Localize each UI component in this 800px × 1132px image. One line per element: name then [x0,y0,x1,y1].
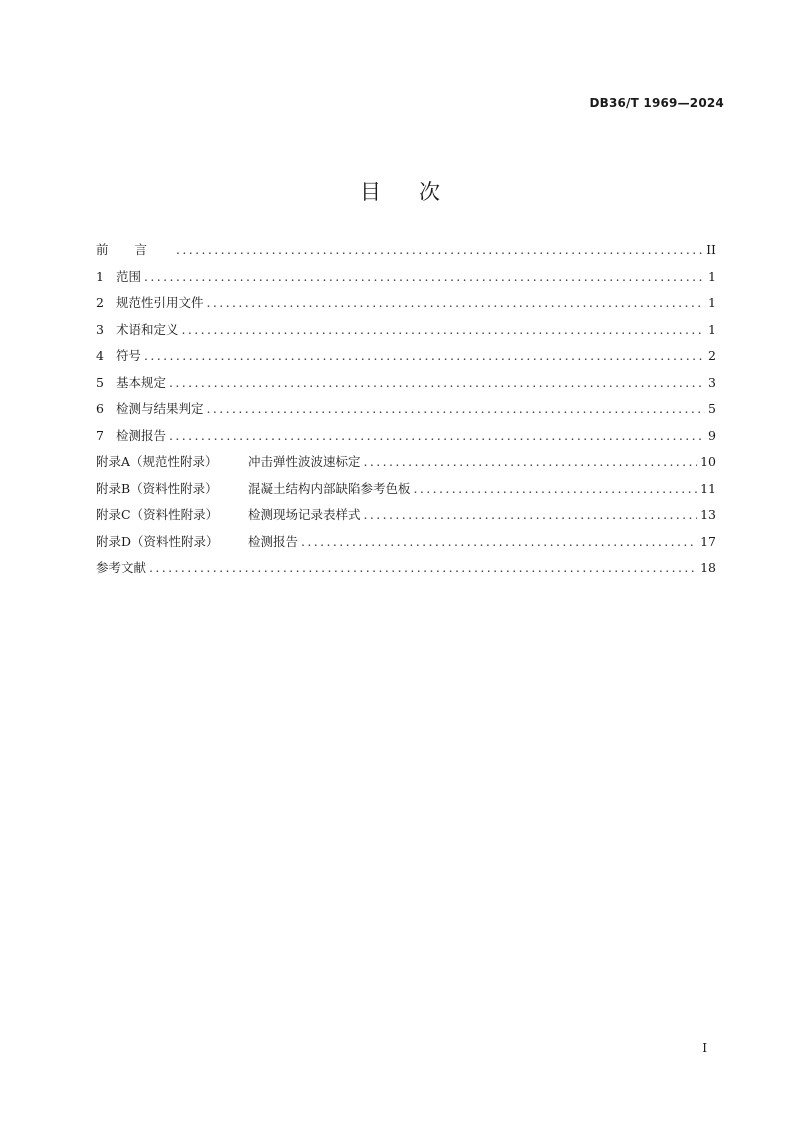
toc-entry-page: 5 [708,401,716,416]
toc-entry-number: 5 [96,374,104,390]
toc-appendix-head: 附录B（资料性附录） [96,480,218,496]
toc-entry-section-1[interactable] [96,267,716,294]
toc-entry-label: 基本规定 [116,374,167,390]
toc-leader-dots [144,348,705,363]
toc-entry-page: 17 [700,533,716,549]
toc-entry-number: 1 [96,268,104,284]
toc-entry-label: 检测报告 [116,427,167,443]
toc-leader-dots [301,534,697,549]
toc-entry-section-5[interactable] [96,373,716,400]
toc-entry-number: 7 [96,427,104,443]
toc-leader-dots [207,401,706,416]
toc-entry-label: 前言 [96,242,174,257]
toc-entry-label: 冲击弹性波波速标定 [248,454,361,469]
toc-entry-page: 1 [708,295,716,310]
toc-appendix-head: 附录C（资料性附录） [96,507,219,522]
toc-entry-page: 3 [708,374,716,390]
toc-entry-appendix-d[interactable] [96,532,716,559]
toc-entry-label: 检测报告 [248,533,299,549]
toc-leader-dots [144,269,705,284]
toc-entry-label: 规范性引用文件 [116,295,204,310]
toc-entry-number: 4 [96,348,104,363]
toc-entry-page: 2 [708,348,716,363]
toc-entry-number: 2 [96,295,104,310]
toc-entry-label: 检测现场记录表样式 [248,507,361,522]
toc-leader-dots [414,481,698,496]
toc-leader-dots [176,242,703,257]
toc-entry-page: 13 [700,507,716,522]
toc-entry-references[interactable] [96,558,716,585]
toc-entry-label: 术语和定义 [116,321,179,337]
toc-leader-dots [169,375,705,390]
toc-entry-page: 18 [700,560,716,575]
toc-entry-page: 9 [708,427,716,443]
toc-entry-preface[interactable] [96,240,716,267]
toc-entry-number: 6 [96,401,104,416]
toc-entry-label: 混凝土结构内部缺陷参考色板 [248,480,411,496]
toc-entry-page: 11 [700,480,716,496]
toc-leader-dots [169,428,705,443]
toc-entry-label: 检测与结果判定 [116,401,204,416]
table-of-contents [96,240,716,585]
toc-leader-dots [207,295,706,310]
toc-title: 目次 [360,180,478,204]
toc-entry-section-6[interactable] [96,399,716,426]
toc-leader-dots [149,560,697,575]
document-code: DB36/T 1969—2024 [589,96,724,110]
toc-entry-section-7[interactable] [96,426,716,453]
toc-entry-label: 范围 [116,268,142,284]
toc-entry-section-3[interactable] [96,320,716,347]
toc-appendix-head: 附录D（资料性附录） [96,533,219,549]
toc-entry-appendix-b[interactable] [96,479,716,506]
toc-entry-number: 3 [96,321,104,337]
toc-entry-appendix-a[interactable] [96,452,716,479]
toc-leader-dots [182,322,706,337]
toc-entry-appendix-c[interactable] [96,505,716,532]
toc-entry-label: 符号 [116,348,142,363]
toc-entry-page: 1 [708,268,716,284]
toc-entry-label: 参考文献 [96,560,147,575]
toc-appendix-head: 附录A（规范性附录） [96,454,218,469]
toc-entry-page: 1 [708,321,716,337]
toc-entry-page: II [706,242,716,257]
toc-entry-page: 10 [700,454,716,469]
toc-entry-section-4[interactable] [96,346,716,373]
toc-leader-dots [364,454,698,469]
toc-entry-section-2[interactable] [96,293,716,320]
page-number: I [702,1041,707,1055]
toc-leader-dots [364,507,698,522]
